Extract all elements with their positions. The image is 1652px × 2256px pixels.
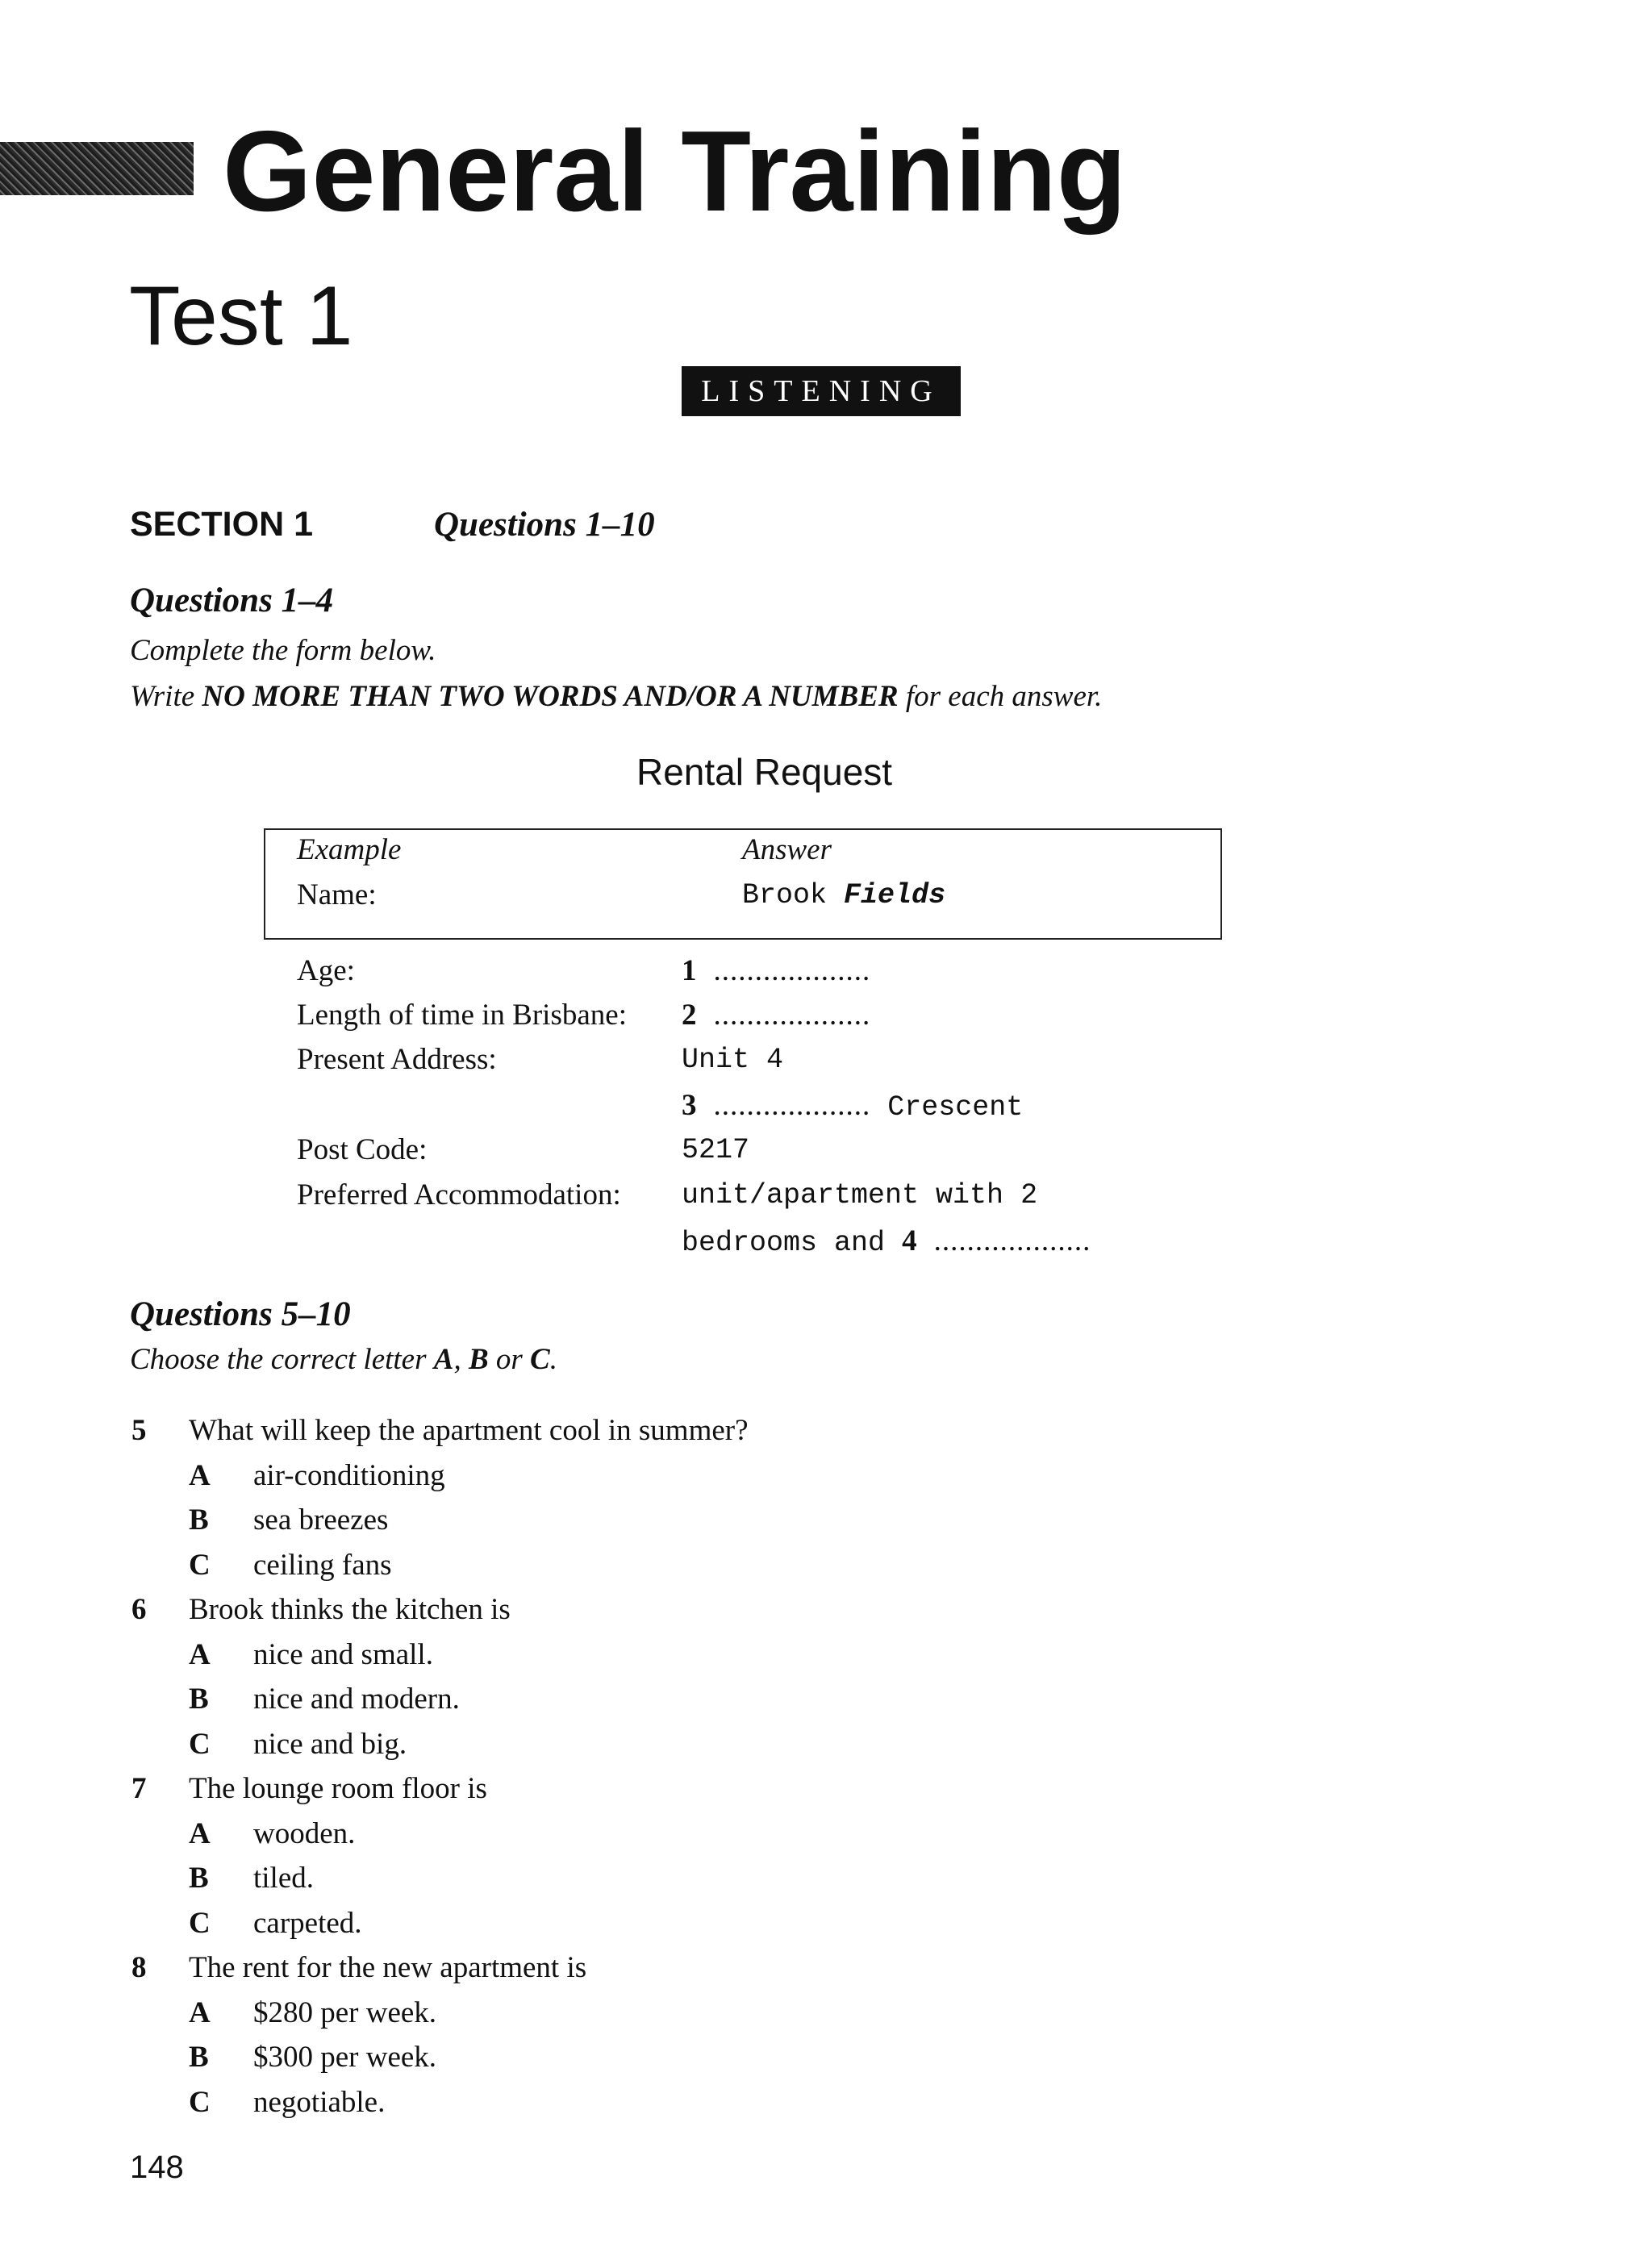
- option-text: air-conditioning: [253, 1459, 445, 1492]
- section-questions-range: Questions 1–10: [434, 506, 655, 544]
- form-title: Rental Request: [636, 751, 893, 793]
- option-letter[interactable]: A: [189, 1996, 211, 2029]
- name-example-answer: Brook Fields: [742, 879, 946, 911]
- present-address-value: Unit 4: [682, 1044, 784, 1076]
- option-letter[interactable]: B: [189, 1503, 209, 1537]
- option-letter[interactable]: B: [189, 1862, 209, 1895]
- option-text: nice and small.: [253, 1638, 433, 1671]
- example-label: Example: [297, 833, 402, 866]
- questions-1-4-heading: Questions 1–4: [130, 582, 334, 619]
- section-label: SECTION 1: [130, 505, 313, 544]
- instruction-word-limit: Write NO MORE THAN TWO WORDS AND/OR A NUMBER for each answer.: [130, 680, 1103, 713]
- option-text: $280 per week.: [253, 1996, 437, 2029]
- question-number: 7: [131, 1772, 147, 1805]
- page-title: General Training: [223, 107, 1127, 236]
- answer-blank-3[interactable]: 3 ................... Crescent: [682, 1089, 1024, 1124]
- preferred-accommodation-label: Preferred Accommodation:: [297, 1178, 621, 1211]
- age-label: Age:: [297, 954, 355, 987]
- title-decoration-bar: [0, 142, 194, 195]
- question-text: The lounge room floor is: [189, 1772, 487, 1805]
- preferred-accommodation-value: unit/apartment with 2: [682, 1179, 1038, 1211]
- option-letter[interactable]: C: [189, 1728, 211, 1761]
- option-letter[interactable]: C: [189, 1907, 211, 1940]
- question-number: 8: [131, 1951, 147, 1984]
- test-title: Test 1: [129, 269, 353, 363]
- questions-5-10-heading: Questions 5–10: [130, 1295, 351, 1333]
- option-text: wooden.: [253, 1817, 356, 1850]
- instruction-choose-letter: Choose the correct letter A, B or C.: [130, 1343, 557, 1376]
- option-text: $300 per week.: [253, 2041, 437, 2074]
- answer-blank-1[interactable]: 1 ...................: [682, 954, 871, 987]
- question-text: What will keep the apartment cool in summer?: [189, 1414, 749, 1447]
- present-address-label: Present Address:: [297, 1043, 497, 1076]
- answer-label: Answer: [742, 833, 832, 866]
- option-letter[interactable]: B: [189, 2041, 209, 2074]
- option-letter[interactable]: C: [189, 1549, 211, 1582]
- instruction-complete-form: Complete the form below.: [130, 634, 436, 667]
- name-field-label: Name:: [297, 878, 377, 911]
- option-letter[interactable]: A: [189, 1817, 211, 1850]
- answer-blank-4[interactable]: bedrooms and 4 ...................: [682, 1224, 1091, 1259]
- option-text: nice and big.: [253, 1728, 407, 1761]
- question-text: The rent for the new apartment is: [189, 1951, 587, 1984]
- option-letter[interactable]: B: [189, 1683, 209, 1716]
- post-code-label: Post Code:: [297, 1133, 428, 1166]
- option-letter[interactable]: A: [189, 1459, 211, 1492]
- option-text: carpeted.: [253, 1907, 362, 1940]
- answer-blank-2[interactable]: 2 ...................: [682, 999, 871, 1032]
- option-text: ceiling fans: [253, 1549, 392, 1582]
- page-number: 148: [130, 2150, 184, 2185]
- question-text: Brook thinks the kitchen is: [189, 1593, 511, 1626]
- option-text: sea breezes: [253, 1503, 389, 1537]
- listening-badge: LISTENING: [682, 366, 961, 416]
- length-of-time-label: Length of time in Brisbane:: [297, 999, 627, 1032]
- option-text: negotiable.: [253, 2086, 386, 2119]
- post-code-value: 5217: [682, 1134, 750, 1166]
- option-text: nice and modern.: [253, 1683, 460, 1716]
- option-letter[interactable]: A: [189, 1638, 211, 1671]
- question-number: 6: [131, 1593, 147, 1626]
- option-letter[interactable]: C: [189, 2086, 211, 2119]
- option-text: tiled.: [253, 1862, 315, 1895]
- question-number: 5: [131, 1414, 147, 1447]
